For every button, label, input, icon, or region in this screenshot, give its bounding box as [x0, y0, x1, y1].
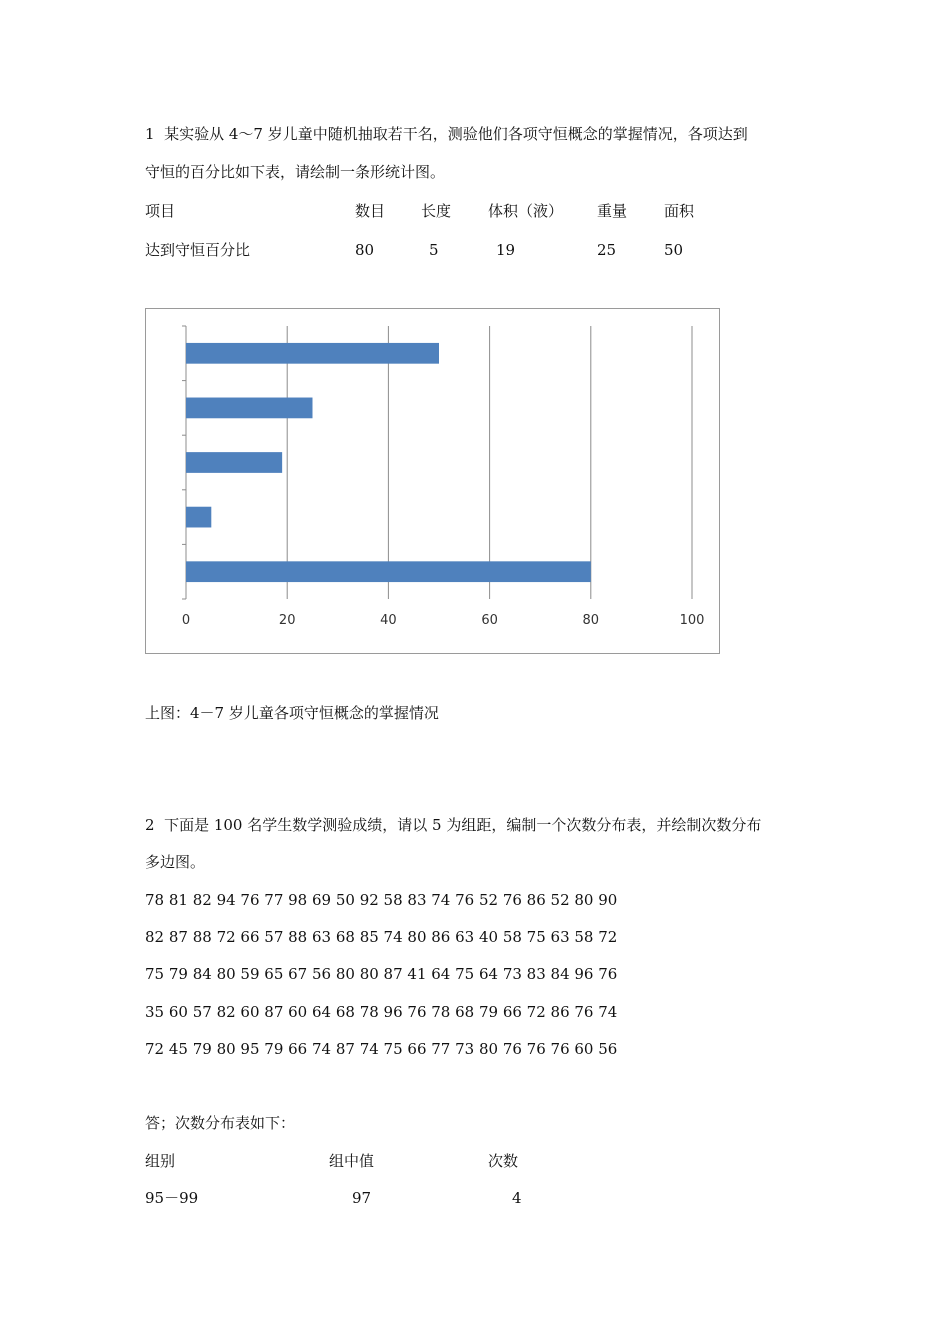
q1-prompt-line-1: 1 某实验从 4～7 岁儿童中随机抽取若干名，测验他们各项守恒概念的掌握情况，各项达到 [145, 125, 748, 143]
q1-table-header-item: 项目 [145, 202, 176, 220]
q1-table-header-volume: 体积（液） [488, 202, 564, 220]
q1-table-value-length: 5 [429, 241, 439, 259]
x-tick-label: 100 [679, 613, 705, 628]
scores-row: 78 81 82 94 76 77 98 69 50 92 58 83 74 76 52 76 86 52 80 90 [145, 891, 618, 909]
x-tick-label: 40 [380, 613, 397, 628]
bar-chart [145, 308, 720, 654]
freq-table-header-midpoint: 组中值 [329, 1152, 375, 1170]
bar [186, 561, 591, 582]
freq-table-header-group: 组别 [145, 1152, 176, 1170]
q1-table-value-volume: 19 [496, 241, 516, 259]
q2-prompt-line-2: 多边图。 [145, 853, 206, 871]
q1-table-value-weight: 25 [597, 241, 617, 259]
bar [186, 398, 313, 419]
q1-table-value-area: 50 [664, 241, 684, 259]
chart-caption: 上图：4－7 岁儿童各项守恒概念的掌握情况 [145, 704, 439, 722]
bar-chart-svg [146, 309, 721, 655]
answer-intro: 答；次数分布表如下： [145, 1114, 296, 1132]
scores-row: 82 87 88 72 66 57 88 63 68 85 74 80 86 63 40 58 75 63 58 72 [145, 928, 618, 946]
q1-table-row-label: 达到守恒百分比 [145, 241, 251, 259]
x-tick-label: 0 [181, 613, 191, 628]
q1-table-header-count: 数目 [355, 202, 386, 220]
q2-prompt-line-1: 2 下面是 100 名学生数学测验成绩，请以 5 为组距，编制一个次数分布表，并绘制次数分布 [145, 816, 762, 834]
q1-table-header-weight: 重量 [597, 202, 628, 220]
bar [186, 343, 439, 364]
freq-table-cell-group: 95－99 [145, 1189, 199, 1207]
bar [186, 452, 282, 473]
q1-table-value-count: 80 [355, 241, 375, 259]
q1-table-header-area: 面积 [664, 202, 695, 220]
x-tick-label: 60 [481, 613, 498, 628]
scores-row: 75 79 84 80 59 65 67 56 80 80 87 41 64 75 64 73 83 84 96 76 [145, 965, 618, 983]
freq-table-header-frequency: 次数 [488, 1152, 519, 1170]
q1-table-header-length: 长度 [421, 202, 452, 220]
freq-table-cell-midpoint: 97 [352, 1189, 372, 1207]
q1-prompt-line-2: 守恒的百分比如下表，请绘制一条形统计图。 [145, 163, 446, 181]
x-tick-label: 20 [278, 613, 296, 628]
scores-row: 72 45 79 80 95 79 66 74 87 74 75 66 77 73 80 76 76 76 60 56 [145, 1040, 618, 1058]
freq-table-cell-frequency: 4 [512, 1189, 522, 1207]
bar [186, 507, 211, 528]
scores-row: 35 60 57 82 60 87 60 64 68 78 96 76 78 68 79 66 72 86 76 74 [145, 1003, 618, 1021]
x-tick-label: 80 [582, 613, 600, 628]
